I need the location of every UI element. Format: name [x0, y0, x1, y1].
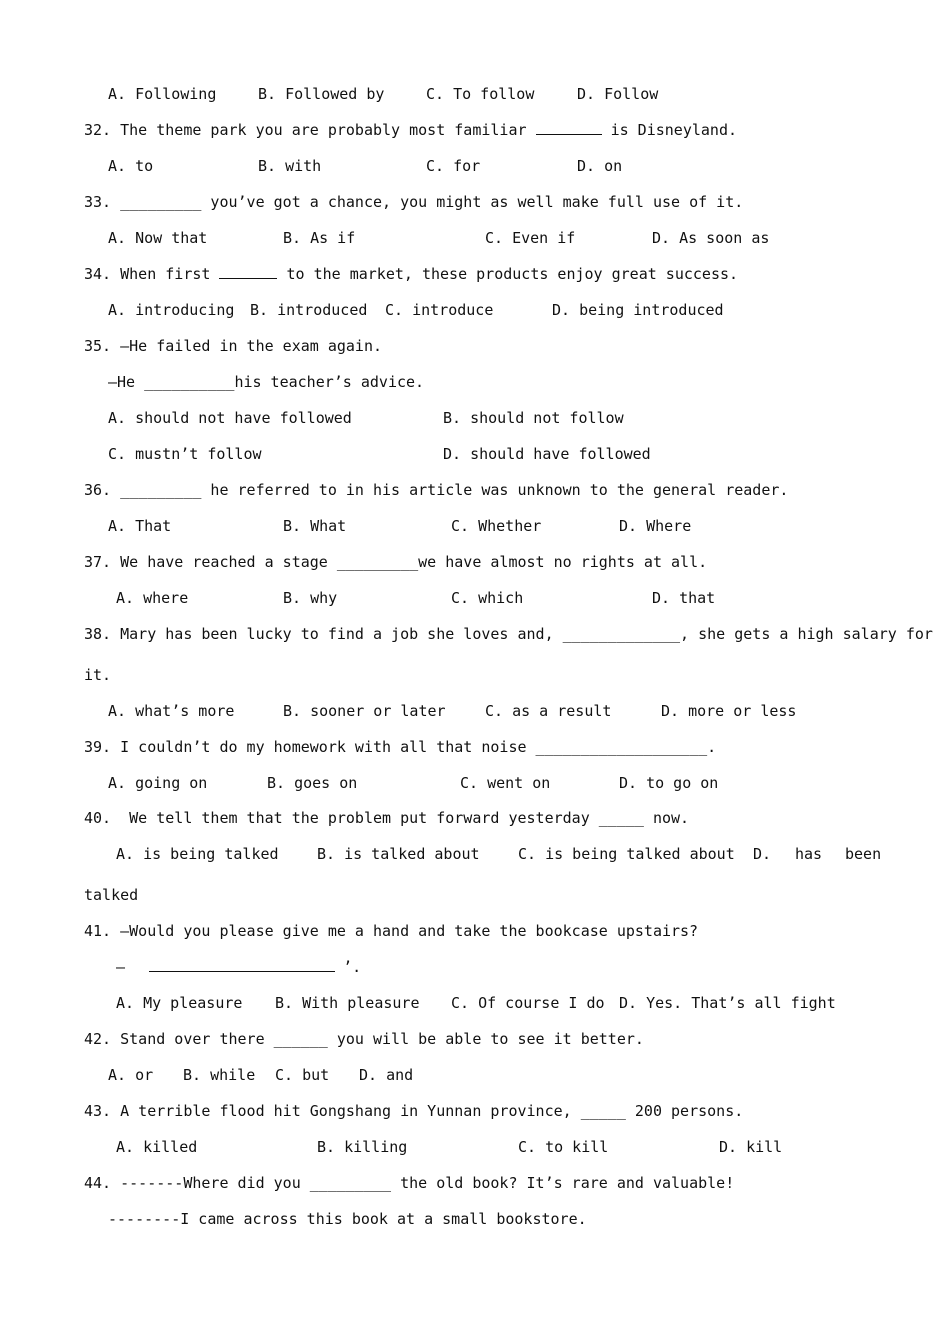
option-d-text: has — [795, 845, 823, 863]
stem-text: 44. -------Where did you — [84, 1174, 310, 1192]
option-d: D. As soon as — [652, 229, 770, 247]
answer-blank: __________ — [144, 373, 235, 391]
option-d: D. kill — [719, 1138, 783, 1156]
answer-blank: ______ — [273, 1030, 328, 1048]
stem-text: 34. When first — [84, 265, 220, 283]
answer-blank: _________ — [309, 1174, 392, 1192]
option-a: A. what’s more — [108, 702, 235, 720]
option-d-text: been — [845, 845, 882, 863]
option-b: B. should not follow — [443, 409, 624, 427]
stem-text: the old book? It’s rare and valuable! — [391, 1174, 735, 1192]
answer-blank: ___________________ — [535, 738, 708, 756]
stem-text: to the market, these products enjoy great success. — [277, 265, 739, 283]
reply-text: — — [116, 958, 135, 976]
reply-text: his teacher’s advice. — [234, 373, 425, 391]
option-a: A. to — [108, 157, 154, 175]
option-b: B. Followed by — [258, 85, 385, 103]
answer-blank: _____ — [580, 1102, 626, 1120]
question-38-stem-wrap: it. — [84, 666, 112, 684]
option-d: D. more or less — [661, 702, 797, 720]
stem-text: he referred to in his article was unknown to the general reader. — [201, 481, 789, 499]
reply-text: ’. — [343, 958, 362, 976]
option-d: D. and — [359, 1066, 414, 1084]
option-d: D. Yes. That’s all fight — [619, 994, 836, 1012]
option-d: D. to go on — [619, 774, 719, 792]
option-d: D. on — [577, 157, 623, 175]
option-b: B. goes on — [267, 774, 358, 792]
option-b: B. with — [258, 157, 322, 175]
option-c: C. Whether — [451, 517, 542, 535]
stem-text: . — [707, 738, 717, 756]
stem-text: 38. Mary has been lucky to find a job she loves and, — [84, 625, 563, 643]
question-39-stem — [84, 737, 716, 757]
option-d: D. Follow — [577, 85, 659, 103]
option-b: B. As if — [283, 229, 356, 247]
question-33-stem — [84, 192, 743, 212]
question-44-reply: --------I came across this book at a small bookstore. — [108, 1210, 587, 1228]
option-d: D. Where — [619, 517, 692, 535]
stem-text: 37. We have reached a stage — [84, 553, 337, 571]
option-b: B. while — [183, 1066, 256, 1084]
option-a: A. killed — [116, 1138, 198, 1156]
answer-blank — [536, 120, 602, 135]
option-b: B. is talked about — [317, 845, 480, 863]
answer-blank — [219, 264, 277, 279]
stem-text: 33. — [84, 193, 121, 211]
answer-blank: _____________ — [562, 625, 681, 643]
answer-blank: _________ — [120, 481, 202, 499]
option-b: B. killing — [317, 1138, 408, 1156]
stem-text: we have almost no rights at all. — [418, 553, 708, 571]
question-41-stem: 41. —Would you please give me a hand and take the bookcase upstairs? — [84, 922, 699, 940]
question-40-stem — [84, 808, 689, 828]
option-b: B. why — [283, 589, 338, 607]
option-a: A. introducing — [108, 301, 235, 319]
option-c: C. Even if — [485, 229, 576, 247]
stem-text: 39. I couldn’t do my homework with all that noise — [84, 738, 536, 756]
option-d: D. should have followed — [443, 445, 651, 463]
option-d: D. being introduced — [552, 301, 724, 319]
option-b: B. introduced — [250, 301, 368, 319]
option-a: A. going on — [108, 774, 208, 792]
answer-blank: _________ — [120, 193, 202, 211]
option-b: B. sooner or later — [283, 702, 446, 720]
option-c: C. Of course I do — [451, 994, 605, 1012]
stem-text: you’ve got a chance, you might as well make full use of it. — [201, 193, 744, 211]
reply-text: —He — [108, 373, 145, 391]
option-c: C. to kill — [518, 1138, 609, 1156]
option-c: C. but — [275, 1066, 330, 1084]
option-d: D. that — [652, 589, 716, 607]
stem-text: 43. A terrible flood hit Gongshang in Yunnan province, — [84, 1102, 581, 1120]
stem-text: 36. — [84, 481, 121, 499]
stem-text: 200 persons. — [625, 1102, 744, 1120]
stem-text: you will be able to see it better. — [327, 1030, 644, 1048]
option-c: C. went on — [460, 774, 551, 792]
question-35-stem: 35. —He failed in the exam again. — [84, 337, 383, 355]
option-c: C. is being talked about — [518, 845, 735, 863]
option-a: A. should not have followed — [108, 409, 352, 427]
question-44-stem — [84, 1173, 734, 1193]
stem-text: , she gets a high salary for — [680, 625, 933, 643]
option-c: C. introduce — [385, 301, 494, 319]
option-c: C. for — [426, 157, 481, 175]
option-a: A. Now that — [108, 229, 208, 247]
option-c: C. which — [451, 589, 524, 607]
option-a: A. Following — [108, 85, 217, 103]
option-b: B. With pleasure — [275, 994, 420, 1012]
question-41-reply — [116, 957, 361, 977]
option-d-wrap: talked — [84, 886, 139, 904]
option-a: A. where — [116, 589, 189, 607]
option-c: C. as a result — [485, 702, 612, 720]
stem-text: 40. We tell them that the problem put forward yesterday — [84, 809, 599, 827]
question-34-stem — [84, 264, 738, 284]
option-c: C. mustn’t follow — [108, 445, 262, 463]
option-a: A. is being talked — [116, 845, 279, 863]
option-c: C. To follow — [426, 85, 535, 103]
option-d: D. — [753, 845, 772, 863]
stem-text: now. — [643, 809, 690, 827]
answer-blank — [149, 957, 335, 972]
option-a: A. That — [108, 517, 172, 535]
question-32-stem — [84, 120, 737, 140]
option-b: B. What — [283, 517, 347, 535]
question-38-stem — [84, 624, 933, 644]
question-43-stem — [84, 1101, 743, 1121]
question-36-stem — [84, 480, 788, 500]
question-35-reply — [108, 372, 424, 392]
option-a: A. My pleasure — [116, 994, 243, 1012]
stem-text: is Disneyland. — [601, 121, 738, 139]
answer-blank: _____ — [598, 809, 644, 827]
question-42-stem — [84, 1029, 644, 1049]
question-37-stem — [84, 552, 707, 572]
option-a: A. or — [108, 1066, 154, 1084]
answer-blank: _________ — [336, 553, 419, 571]
stem-text: 32. The theme park you are probably most familiar — [84, 121, 536, 139]
stem-text: 42. Stand over there — [84, 1030, 274, 1048]
